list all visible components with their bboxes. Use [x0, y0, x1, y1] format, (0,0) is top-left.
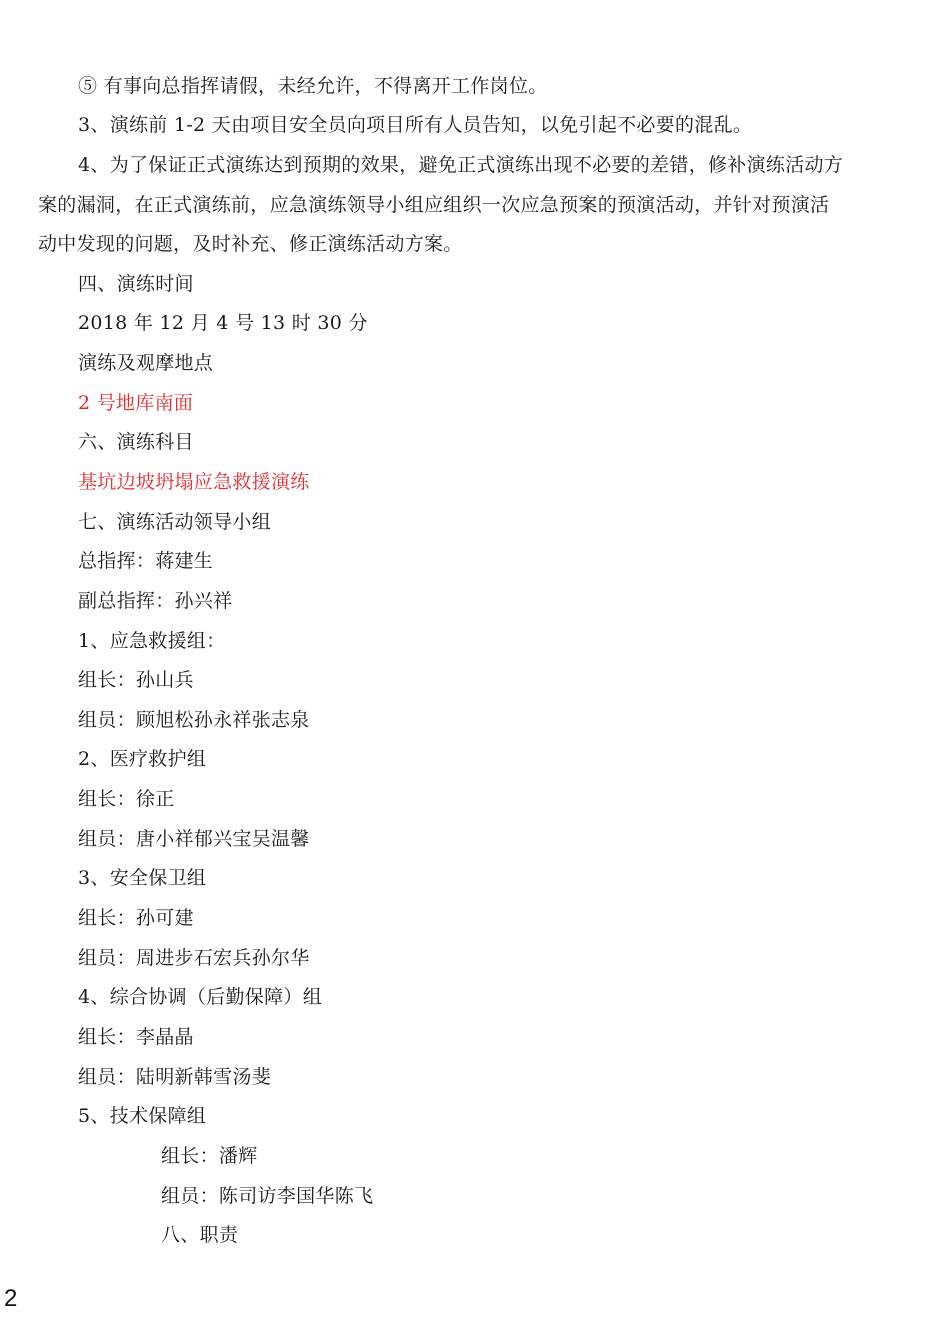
group-heading-medical: 2、医疗救护组 — [78, 748, 207, 770]
drill-subject: 基坑边坡坍塌应急救援演练 — [78, 471, 310, 493]
leave-rule-text: ⑤ 有事向总指挥请假，未经允许，不得离开工作岗位。 — [78, 75, 548, 97]
section-heading-leadership: 七、演练活动领导小组 — [78, 511, 272, 533]
group-heading-technical: 5、技术保障组 — [78, 1105, 207, 1127]
deputy-commander: 副总指挥：孙兴祥 — [78, 590, 233, 612]
section-heading-location: 演练及观摩地点 — [78, 352, 214, 374]
logistics-group-leader: 组长：李晶晶 — [78, 1026, 194, 1048]
security-group-leader: 组长：孙可建 — [78, 907, 194, 929]
section-heading-time: 四、演练时间 — [78, 273, 194, 295]
section-heading-subject: 六、演练科目 — [78, 431, 194, 453]
drill-datetime: 2018 年 12 月 4 号 13 时 30 分 — [78, 312, 368, 334]
section-heading-duties: 八、职责 — [161, 1224, 239, 1246]
security-group-members: 组员：周进步石宏兵孙尔华 — [78, 947, 310, 969]
commander-in-chief: 总指挥：蒋建生 — [78, 550, 214, 572]
technical-group-members: 组员：陈司访李国华陈飞 — [161, 1185, 374, 1207]
technical-group-leader: 组长：潘辉 — [161, 1145, 258, 1167]
group-heading-logistics: 4、综合协调（后勤保障）组 — [78, 986, 322, 1008]
rehearsal-paragraph-line-2: 案的漏洞，在正式演练前，应急演练领导小组应组织一次应急预案的预演活动，并针对预演活 — [38, 194, 830, 216]
logistics-group-members: 组员：陆明新韩雪汤斐 — [78, 1066, 272, 1088]
drill-location: 2 号地库南面 — [78, 392, 194, 414]
rescue-group-leader: 组长：孙山兵 — [78, 669, 194, 691]
group-heading-security: 3、安全保卫组 — [78, 867, 207, 889]
medical-group-members: 组员：唐小祥郁兴宝吴温馨 — [78, 828, 310, 850]
rescue-group-members: 组员：顾旭松孙永祥张志泉 — [78, 709, 310, 731]
notice-paragraph: 3、演练前 1-2 天由项目安全员向项目所有人员告知，以免引起不必要的混乱。 — [78, 114, 753, 136]
rehearsal-paragraph-line-1: 4、为了保证正式演练达到预期的效果，避免正式演练出现不必要的差错，修补演练活动方 — [78, 154, 844, 176]
medical-group-leader: 组长：徐正 — [78, 788, 175, 810]
rehearsal-paragraph-line-3: 动中发现的问题，及时补充、修正演练活动方案。 — [38, 233, 463, 255]
page-number: 2 — [4, 1285, 18, 1312]
group-heading-rescue: 1、应急救援组： — [78, 630, 226, 652]
